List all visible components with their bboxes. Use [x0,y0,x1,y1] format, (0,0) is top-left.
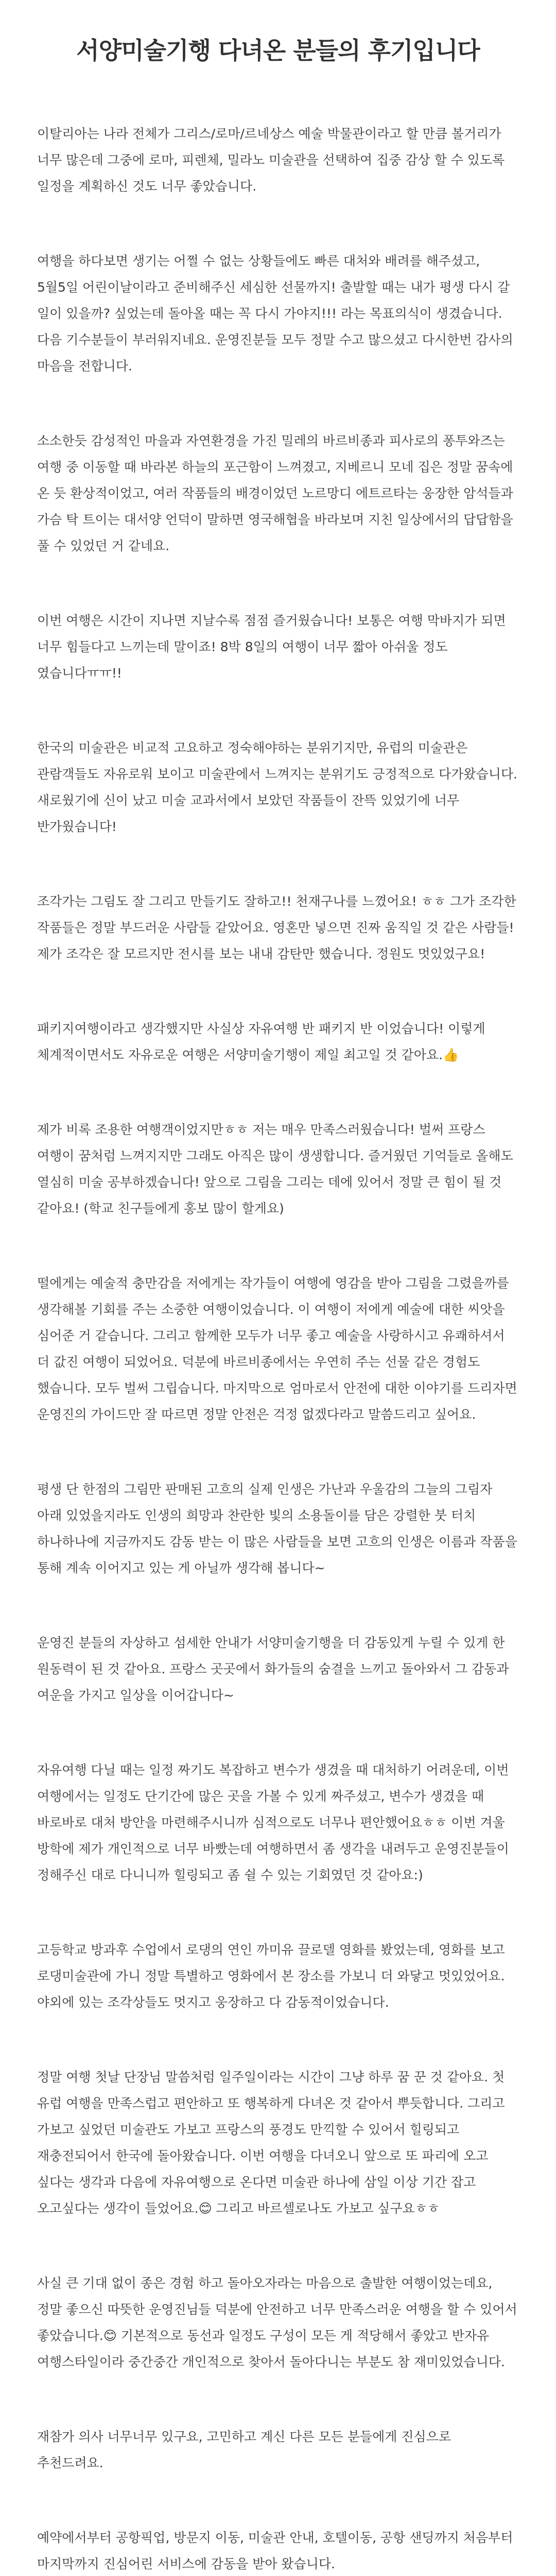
review-paragraph: 여행을 하다보면 생기는 어쩔 수 없는 상황들에도 빠른 대처와 배려를 해주셨고, 5월5일 어린이날이라고 준비해주신 세심한 선물까지! 출발할 때는 내가 평생 다시 갈 일이 있을까? 싶었는데 돌아올 때는 꼭 다시 가야지!!! 라는 목표의식이 생겼습니다. 다음 기수분들이 부러워지네요. 운영진분들 모두 정말 수고 많으셨고 다시한번 감사의 마음을 전합니다. [37,253,513,374]
review-paragraph: 운영진 분들의 자상하고 섬세한 안내가 서양미술기행을 더 감동있게 누릴 수 있게 한 원동력이 된 것 같아요. 프랑스 곳곳에서 화가들의 숨결을 느끼고 돌아와서 그 감동과 여운을 가지고 일상을 이어갑니다~ [37,1635,509,1703]
review-paragraph: 소소한듯 감성적인 마을과 자연환경을 가진 밀레의 바르비종과 피사로의 퐁투와즈는 여행 중 이동할 때 바라본 하늘의 포근함이 느껴졌고, 지베르니 모네 집은 정말 꿈속에 온 듯 환상적이었고, 여러 작품들의 배경이었던 노르망디 에트르타는 웅장한 암석들과 가슴 탁 트이는 대서양 언덕이 말하면 영국해협을 바라보며 지친 일상에서의 답답함을 풀 수 있었던 거 같네요. [37,433,513,553]
review-paragraph: 이번 여행은 시간이 지나면 지날수록 점점 즐거웠습니다! 보통은 여행 막바지가 되면 너무 힘들다고 느끼는데 말이죠! 8박 8일의 여행이 너무 짧아 아쉬울 정도 였습니다ㅠㅠ!! [37,613,506,681]
review-list [37,121,519,2576]
review-paragraph: 평생 단 한점의 그림만 판매된 고흐의 실제 인생은 가난과 우울감의 그늘의 그림자 아래 있었을지라도 인생의 희망과 찬란한 빛의 소용돌이를 담은 강렬한 붓 터치 하나하나에 지금까지도 감동 받는 이 많은 사람들을 보면 고흐의 인생은 이름과 작품을 통해 계속 이어지고 있는 게 아닐까 생각해 봅니다~ [37,1482,517,1575]
review-paragraph: 사실 큰 기대 없이 종은 경험 하고 돌아오자라는 마음으로 출발한 여행이었는데요, 정말 좋으신 따뜻한 운영진님들 덕분에 안전하고 너무 만족스러운 여행을 할 수 있어서 좋았습니다.😊 기본적으로 동선과 일정도 구성이 모든 게 적당해서 좋았고 반자유 여행스타일이라 중간중간 개인적으로 찾아서 돌아다니는 부분도 참 재미있었습니다. [37,2276,517,2369]
review-paragraph: 자유여행 다닐 때는 일정 짜기도 복잡하고 변수가 생겼을 때 대처하기 어려운데, 이번 여행에서는 일정도 단기간에 많은 곳을 가볼 수 있게 짜주셨고, 변수가 생겼을 때 바로바로 대처 방안을 마련해주시니까 심적으로도 너무나 편안했어요ㅎㅎ 이번 겨울 방학에 제가 개인적으로 너무 바빴는데 여행하면서 좀 생각을 내려두고 운영진분들이 정해주신 대로 다니니까 힐링되고 좀 쉴 수 있는 기회였던 것 같아요:) [37,1762,509,1883]
review-paragraph: 조각가는 그림도 잘 그리고 만들기도 잘하고!! 천재구나를 느꼈어요! ㅎㅎ 그가 조각한 작품들은 정말 부드러운 사람들 같았어요. 영혼만 넣으면 진짜 움직일 것 같은 사람들! 제가 조각은 잘 모르지만 전시를 보는 내내 감탄만 했습니다. 정원도 멋있었구요! [37,894,516,961]
review-paragraph: 떨에게는 예술적 충만감을 저에게는 작가들이 여행에 영감을 받아 그림을 그렸을까를 생각해볼 기회를 주는 소중한 여행이었습니다. 이 여행이 저에게 예술에 대한 씨앗을 심어준 거 같습니다. 그리고 함께한 모두가 너무 좋고 예술을 사랑하시고 유쾌하셔서 더 값진 여행이 되었어요. 덕분에 바르비종에서는 우연히 주는 선물 같은 경험도 했습니다. 모두 벌써 그립습니다. 마지막으로 엄마로서 안전에 대한 이야기를 드리자면 운영진의 가이드만 잘 따르면 정말 안전은 걱정 없겠다라고 말씀드리고 싶어요. [37,1276,517,1422]
review-paragraph: 고등학교 방과후 수업에서 로댕의 연인 까미유 끌로델 영화를 봤었는데, 영화를 보고 로댕미술관에 가니 정말 특별하고 영화에서 본 장소를 가보니 더 와닿고 멋있었어요. 야외에 있는 조각상들도 멋지고 웅장하고 다 감동적이었습니다. [37,1942,505,2010]
review-paragraph: 정말 여행 첫날 단장님 말씀처럼 일주일이라는 시간이 그냥 하루 꿈 꾼 것 같아요. 첫 유럽 여행을 만족스럽고 편안하고 또 행복하게 다녀온 것 같아서 뿌듯합니다. 그리고 가보고 싶었던 미술관도 가보고 프랑스의 풍경도 만끽할 수 있어서 힐링되고 재충전되어서 한국에 돌아왔습니다. 이번 여행을 다녀오니 앞으로 또 파리에 오고 싶다는 생각과 다음에 자유여행으로 온다면 미술관 하나에 삼일 이상 기간 잡고 오고싶다는 생각이 들었어요.😊 그리고 바르셀로나도 가보고 싶구요ㅎㅎ [37,2070,505,2216]
page-title: 서양미술기행 다녀온 분들의 후기입니다 [76,37,480,64]
review-paragraph: 이탈리아는 나라 전체가 그리스/로마/르네상스 예술 박물관이라고 할 만큼 볼거리가 너무 많은데 그중에 로마, 피렌체, 밀라노 미술관을 선택하여 집중 감상 할 수 있도록 일정을 계획하신 것도 너무 좋았습니다. [37,126,505,194]
review-paragraph: 패키지여행이라고 생각했지만 사실상 자유여행 반 패키지 반 이었습니다! 이렇게 체계적이면서도 자유로운 여행은 서양미술기행이 제일 최고일 것 같아요.👍 [37,1021,485,1062]
review-paragraph: 제가 비록 조용한 여행객이었지만ㅎㅎ 저는 매우 만족스러웠습니다! 벌써 프랑스 여행이 꿈처럼 느껴지지만 그래도 아직은 많이 생생합니다. 즐거웠던 기억들로 올해도 열심히 미술 공부하겠습니다! 앞으로 그림을 그리는 데에 있어서 정말 큰 힘이 될 것 같아요! (학교 친구들에게 홍보 많이 할게요) [37,1122,513,1216]
review-paragraph: 재참가 의사 너무너무 있구요, 고민하고 계신 다른 모든 분들에게 진심으로 추천드려요. [37,2429,451,2470]
review-paragraph: 예약에서부터 공항픽업, 방문지 이동, 미술관 안내, 호텔이동, 공항 샌딩까지 처음부터 마지막까지 진심어린 서비스에 감동을 받아 왔습니다. [37,2530,513,2571]
review-paragraph: 한국의 미술관은 비교적 고요하고 정숙해야하는 분위기지만, 유럽의 미술관은 관람객들도 자유로워 보이고 미술관에서 느껴지는 분위기도 긍정적으로 다가왔습니다. 새로웠기에 신이 났고 미술 교과서에서 보았던 작품들이 잔뜩 있었기에 너무 반가웠습니다! [37,740,517,834]
